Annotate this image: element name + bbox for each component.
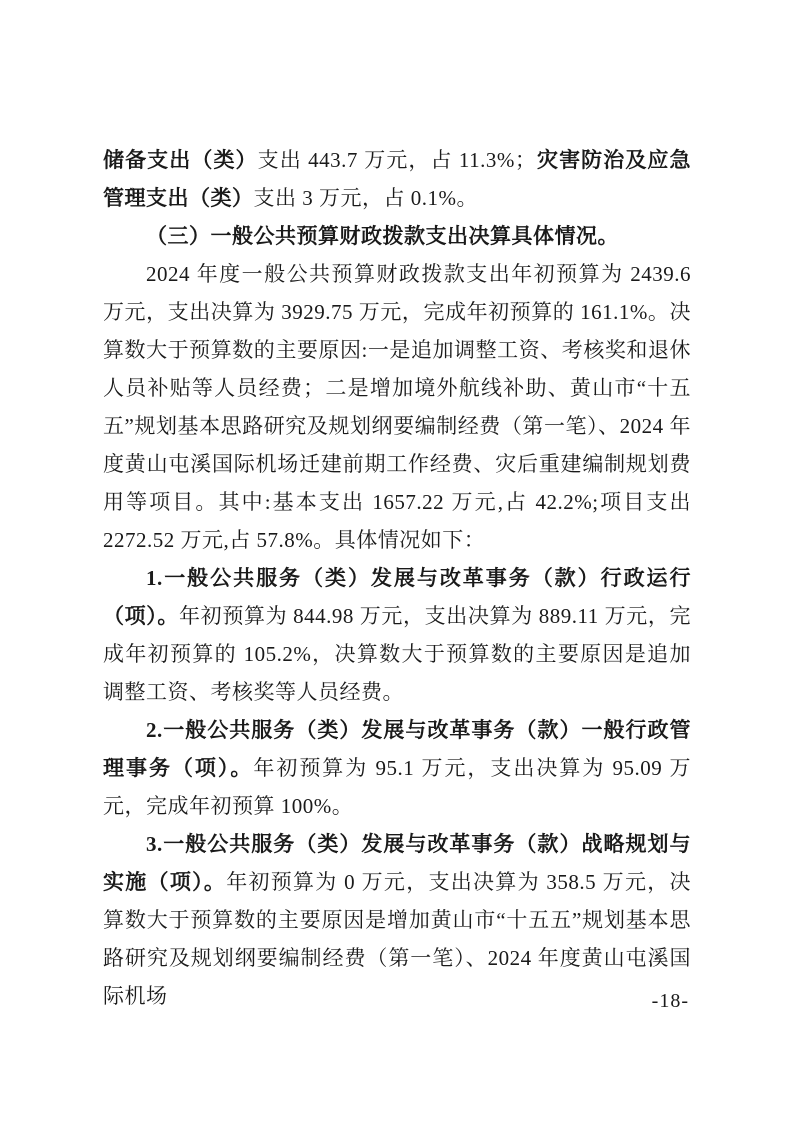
page-number: -18- [651,990,689,1012]
text-segment: 2024 年度一般公共预算财政拨款支出年初预算为 2439.6 万元，支出决算为 3929.75 万元，完成年初预算的 161.1%。决算数大于预算数的主要原因:一是追加调整工资、考核奖和退休人员补贴等人员经费；二是增加境外航线补助、黄山市“十五五”规划基本思路研究及规划纲要编制经费（第一笔）、2024 年度黄山屯溪国际机场迁建前期工作经费、灾后重建编制规划费用等项目。其中:基本支出 1657.22 万元,占 42.2%;项目支出 2272.52 万元,占 57.8%。具体情况如下： [103,262,691,552]
text-segment: 年初预算为 95.1 万元，支出决算为 95.09 万元，完成年初预算 100%。 [103,756,692,818]
text-segment-bold: 储备支出（类） [103,148,258,172]
text-segment: 支出 3 万元，占 0.1%。 [253,186,478,210]
paragraph [103,559,691,711]
text-segment-bold: 1.一般公共服务（类）发展与改革事务（款）行政运行（项）。 [103,566,691,628]
text-segment-bold: 3.一般公共服务（类）发展与改革事务（款）战略规划与实施（项）。 [103,832,691,894]
paragraph [103,255,691,559]
paragraph [103,825,691,1015]
paragraph [103,711,691,825]
text-segment-bold: 2.一般公共服务（类）发展与改革事务（款）一般行政管理事务（项）。 [103,718,691,780]
paragraph [103,217,691,255]
text-segment-bold: 灾害防治及应急管理支出（类） [103,148,692,210]
text-segment: 年初预算为 0 万元，支出决算为 358.5 万元，决算数大于预算数的主要原因是增加黄山市“十五五”规划基本思路研究及规划纲要编制经费（第一笔）、2024 年度黄山屯溪国际机场 [103,870,692,1008]
text-segment: 年初预算为 844.98 万元，支出决算为 889.11 万元，完成年初预算的 105.2%，决算数大于预算数的主要原因是追加调整工资、考核奖等人员经费。 [103,604,691,704]
document-body [103,141,691,1015]
text-segment: 支出 443.7 万元，占 11.3%； [257,148,537,172]
paragraph [103,141,691,217]
text-segment-bold: （三）一般公共预算财政拨款支出决算具体情况。 [146,224,619,248]
